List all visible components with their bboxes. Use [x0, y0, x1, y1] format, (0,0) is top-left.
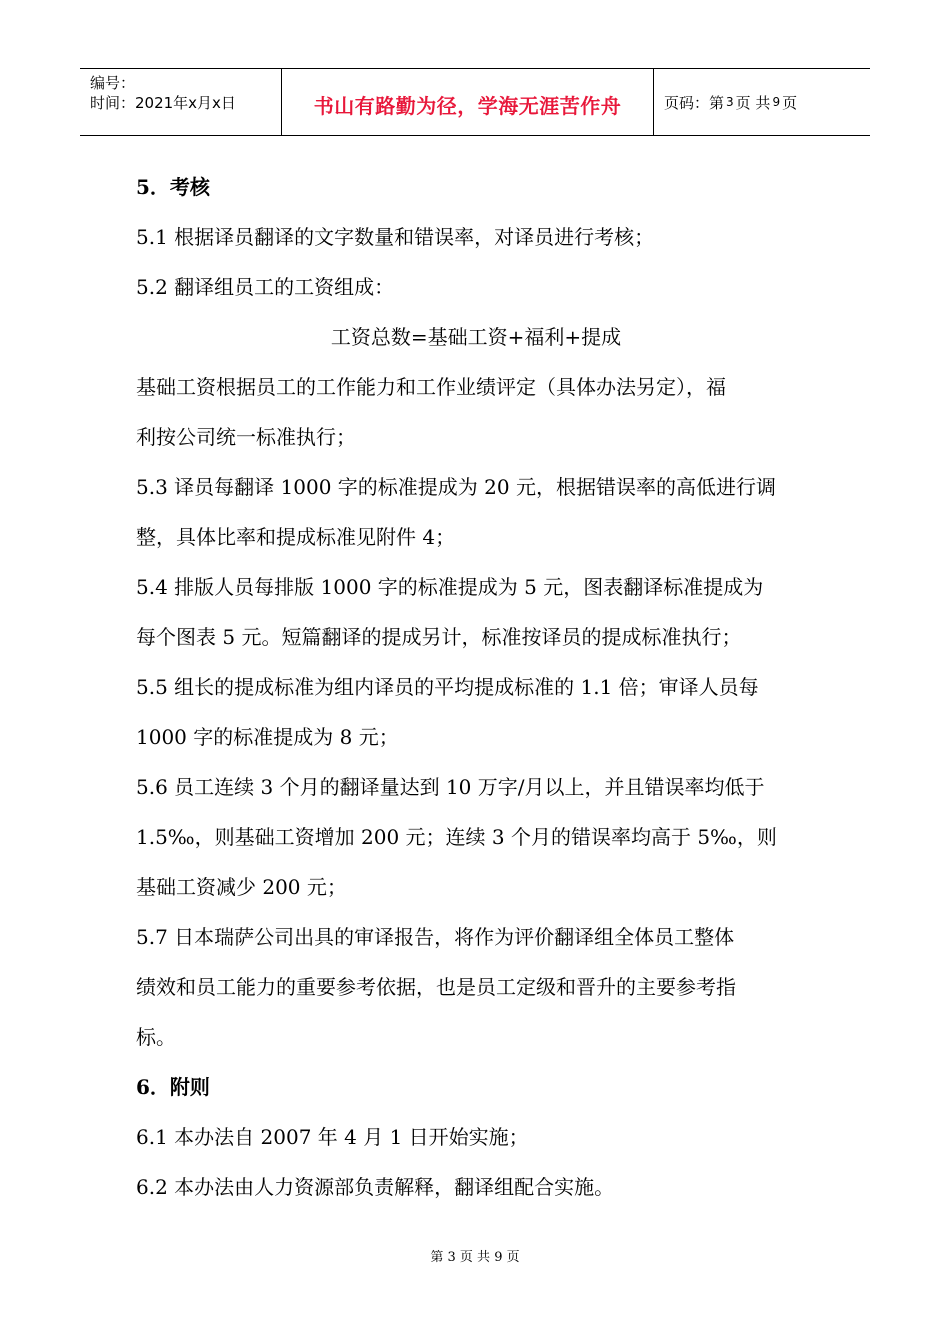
paragraph-base-line-1: 基础工资根据员工的工作能力和工作业绩评定（具体办法另定），福: [136, 375, 726, 399]
paragraph-5-5-line-2: 1000 字的标准提成为 8 元；: [136, 725, 399, 749]
paragraph-5-5-line-1: 5.5 组长的提成标准为组内译员的平均提成标准的 1.1 倍；审译人员每: [136, 675, 759, 699]
paragraph-5-2: 5.2 翻译组员工的工资组成：: [136, 275, 395, 299]
paragraph-5-7-line-3: 标。: [136, 1025, 176, 1049]
time-label: 时间：2021年x月x日: [90, 94, 236, 112]
section-5-title: 5．考核: [136, 175, 210, 199]
document-body: [136, 162, 816, 1212]
motto-text: 书山有路勤为径，学海无涯苦作舟: [313, 93, 622, 118]
paragraph-5-3-line-2: 整，具体比率和提成标准见附件 4；: [136, 525, 456, 549]
paragraph-5-6-line-3: 基础工资减少 200 元；: [136, 875, 347, 899]
paragraph-5-7-line-1: 5.7 日本瑞萨公司出具的审译报告，将作为评价翻译组全体员工整体: [136, 925, 735, 949]
salary-formula: 工资总数=基础工资+福利+提成: [330, 325, 622, 349]
paragraph-5-4-line-1: 5.4 排版人员每排版 1000 字的标准提成为 5 元，图表翻译标准提成为: [136, 575, 764, 599]
paragraph-6-1: 6.1 本办法自 2007 年 4 月 1 日开始实施；: [136, 1125, 529, 1149]
page-prefix: 页码：第: [664, 93, 725, 112]
header-page-cell: [654, 69, 870, 135]
header-motto-cell: [282, 69, 654, 135]
paragraph-5-6-line-2: 1.5‰，则基础工资增加 200 元；连续 3 个月的错误率均高于 5‰，则: [136, 825, 777, 849]
paragraph-5-4-line-2: 每个图表 5 元。短篇翻译的提成另计，标准按译员的提成标准执行；: [136, 625, 742, 649]
page-mid: 页 共: [735, 93, 771, 112]
paragraph-5-6-line-1: 5.6 员工连续 3 个月的翻译量达到 10 万字/月以上，并且错误率均低于: [136, 775, 765, 799]
paragraph-6-2: 6.2 本办法由人力资源部负责解释，翻译组配合实施。: [136, 1175, 615, 1199]
header-meta-cell: [80, 69, 282, 135]
paragraph-base-line-2: 利按公司统一标准执行；: [136, 425, 356, 449]
section-6-title: 6．附则: [136, 1075, 210, 1099]
paragraph-5-1: 5.1 根据译员翻译的文字数量和错误率，对译员进行考核；: [136, 225, 655, 249]
page-current: 3: [726, 95, 734, 109]
code-label: 编号：: [90, 74, 136, 92]
page-header: [80, 68, 870, 136]
paragraph-5-7-line-2: 绩效和员工能力的重要参考依据，也是员工定级和晋升的主要参考指: [136, 975, 736, 999]
page-suffix: 页: [782, 93, 798, 112]
paragraph-5-3-line-1: 5.3 译员每翻译 1000 字的标准提成为 20 元，根据错误率的高低进行调: [136, 475, 776, 499]
page-footer: 第 3 页 共 9 页: [430, 1250, 520, 1265]
page-total: 9: [772, 95, 781, 109]
